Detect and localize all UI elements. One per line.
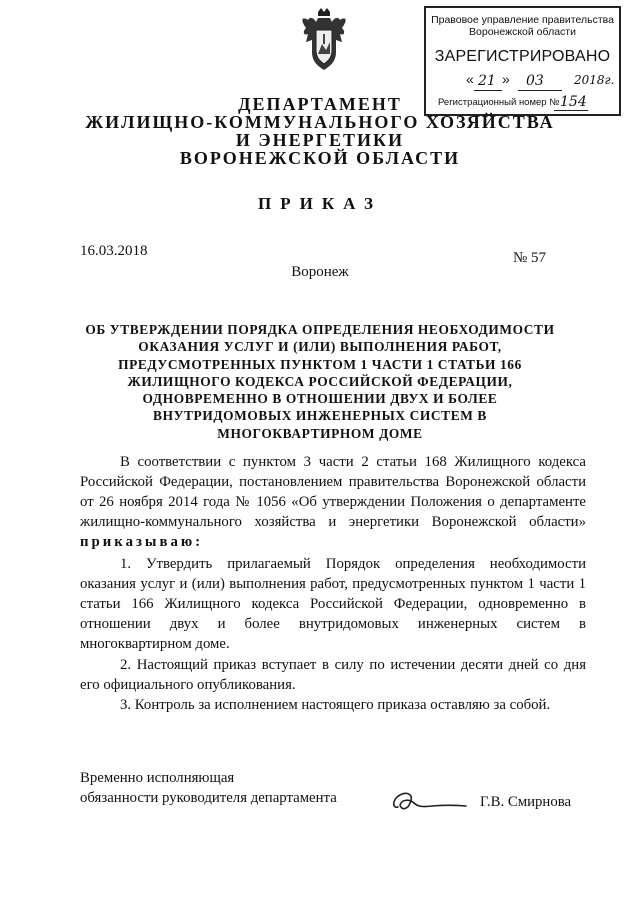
header-line4: ВОРОНЕЖСКОЙ ОБЛАСТИ — [179, 148, 461, 168]
preamble-paragraph — [80, 452, 586, 552]
item-1: 1. Утвердить прилагаемый Порядок определения необходимости оказания услуг и (или) выполнения работ, предусмотренных пунктом 1 части 1 статьи 166 Жилищного кодекса Российской Федерации, одновременно в отношении двух и более внутридомовых инженерных систем в многоквартирном доме. — [80, 556, 586, 652]
title-line: МНОГОКВАРТИРНОМ ДОМЕ — [217, 425, 423, 441]
preamble-text: В соответствии с пунктом 3 части 2 статьи 168 Жилищного кодекса Российской Федерации, постановлением правительства Воронежской области от 26 ноября 2014 года № 1056 «Об утверждении Положения о департаменте жилищно-коммунального хозяйства и энергетики Воронежской области» — [80, 454, 586, 530]
header-line2: ЖИЛИЩНО-КОММУНАЛЬНОГО ХОЗЯЙСТВА — [85, 112, 555, 132]
title-line: ОБ УТВЕРЖДЕНИИ ПОРЯДКА ОПРЕДЕЛЕНИЯ НЕОБХОДИМОСТИ — [85, 322, 555, 337]
document-number: № 57 — [513, 250, 547, 266]
orders-word: приказываю: — [80, 534, 204, 550]
signature-name: Г.В. Смирнова — [480, 794, 572, 810]
title-line: ОКАЗАНИЯ УСЛУГ И (ИЛИ) ВЫПОЛНЕНИЯ РАБОТ, — [138, 339, 502, 355]
item-3: 3. Контроль за исполнением настоящего приказа оставляю за собой. — [120, 697, 551, 713]
stamp-quote-close-icon: » — [502, 71, 510, 87]
stamp-day: 21 — [478, 73, 496, 89]
stamp-day-underline — [474, 90, 502, 91]
stamp-month-underline — [518, 90, 562, 91]
stamp-line2: Воронежской области — [469, 26, 576, 38]
stamp-status: ЗАРЕГИСТРИРОВАНО — [434, 48, 611, 65]
stamp-reg-number: 154 — [560, 94, 587, 110]
title-line: ВНУТРИДОМОВЫХ ИНЖЕНЕРНЫХ СИСТЕМ В — [153, 408, 487, 424]
stamp-quote-open-icon: « — [466, 71, 474, 87]
title-line: ОДНОВРЕМЕННО В ОТНОШЕНИИ ДВУХ И БОЛЕЕ — [142, 391, 498, 407]
title-line: ЖИЛИЩНОГО КОДЕКСА РОССИЙСКОЙ ФЕДЕРАЦИИ, — [127, 373, 513, 389]
stamp-reg-label: Регистрационный номер № — [438, 97, 560, 108]
handwritten-signature — [388, 781, 470, 821]
doc-type: ПРИКАЗ — [258, 194, 382, 213]
signature-position-line1: Временно исполняющая — [80, 770, 235, 786]
item-2: 2. Настоящий приказ вступает в силу по истечении десяти дней со дня его официального опубликования. — [80, 657, 586, 693]
document-date: 16.03.2018 — [80, 243, 148, 259]
coat-of-arms-emblem — [296, 6, 352, 74]
document-city: Воронеж — [291, 264, 349, 280]
stamp-month: 03 — [526, 73, 544, 89]
header-line3: И ЭНЕРГЕТИКИ — [235, 130, 405, 150]
header-line1: ДЕПАРТАМЕНТ — [238, 94, 402, 114]
title-line: ПРЕДУСМОТРЕННЫХ ПУНКТОМ 1 ЧАСТИ 1 СТАТЬИ 166 — [118, 356, 522, 372]
document-title — [80, 321, 560, 442]
stamp-year: 2018г. — [574, 73, 615, 87]
stamp-line1: Правовое управление правительства — [431, 14, 614, 26]
signature-position-line2: обязанности руководителя департамента — [80, 790, 337, 806]
